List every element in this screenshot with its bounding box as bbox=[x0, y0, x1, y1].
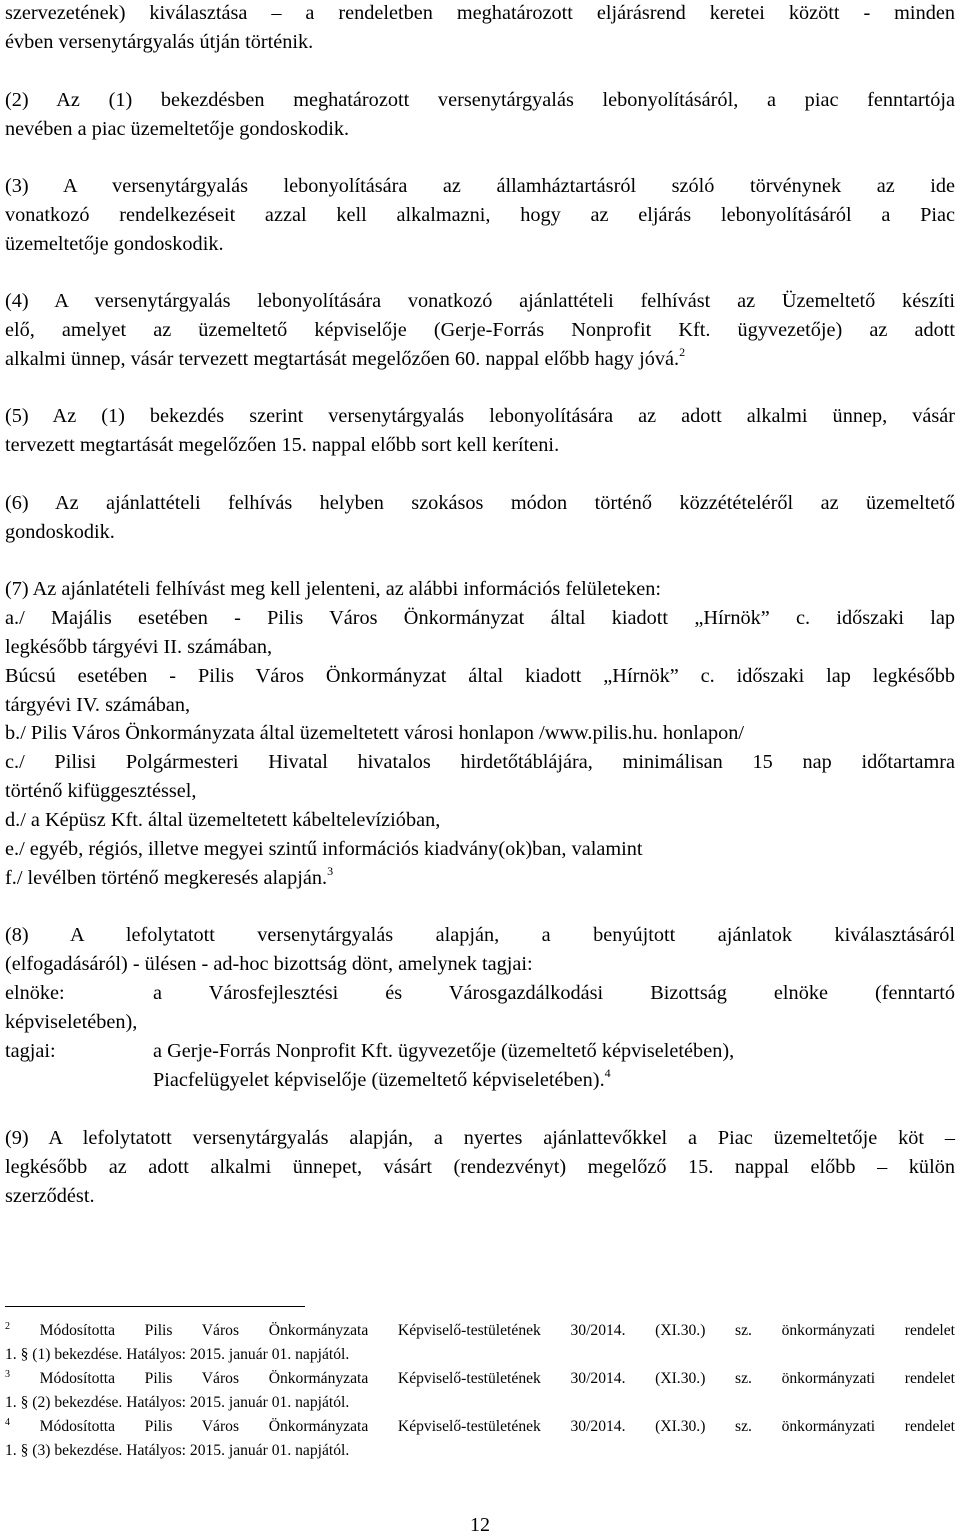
text-line: (9) A lefolytatott versenytárgyalás alapján, a nyertes ajánlattevőkkel a Piac üzemeltetője köt – bbox=[5, 1127, 955, 1149]
footnote-line: 1. § (3) bekezdése. Hatályos: 2015. január 01. napjától. bbox=[5, 1442, 350, 1459]
document-page bbox=[5, 0, 955, 1537]
text-line: b./ Pilis Város Önkormányzata által üzemeltetett városi honlapon /www.pilis.hu. honlapon/ bbox=[5, 722, 744, 744]
text-line: (2) Az (1) bekezdésben meghatározott versenytárgyalás lebonyolításáról, a piac fenntartója bbox=[5, 89, 955, 111]
text-line: szerződést. bbox=[5, 1185, 95, 1207]
text-line: tárgyévi IV. számában, bbox=[5, 694, 191, 716]
chair-label: elnöke: bbox=[5, 982, 65, 1004]
text-line: (8) A lefolytatott versenytárgyalás alapján, a benyújtott ajánlatok kiválasztásáról bbox=[5, 924, 955, 946]
footnote-ref: 3 bbox=[327, 864, 334, 878]
members-label: tagjai: bbox=[5, 1040, 56, 1062]
committee-chair-row bbox=[5, 980, 955, 1006]
text-run: alkalmi ünnep, vásár tervezett megtartását megelőzően 60. nappal előbb hagy jóvá. bbox=[5, 348, 680, 370]
text-line: évben versenytárgyalás útján történik. bbox=[5, 31, 314, 53]
text-line bbox=[5, 865, 955, 891]
text-line: tervezett megtartását megelőzően 15. nappal előbb sort kell keríteni. bbox=[5, 434, 560, 456]
footnote-ref: 4 bbox=[604, 1066, 611, 1080]
text-line: (5) Az (1) bekezdés szerint versenytárgyalás lebonyolítására az adott alkalmi ünnep, vásár bbox=[5, 405, 955, 427]
text-line bbox=[5, 1067, 955, 1093]
footnote-number: 4 bbox=[5, 1417, 10, 1428]
text-line: vonatkozó rendelkezéseit azzal kell alkalmazni, hogy az eljárás lebonyolításáról a Piac bbox=[5, 204, 955, 226]
text-line: (7) Az ajánlatételi felhívást meg kell jelenteni, az alábbi információs felületeken: bbox=[5, 578, 662, 600]
text-line: üzemeltetője gondoskodik. bbox=[5, 233, 224, 255]
text-line bbox=[5, 346, 955, 372]
chair-value: a Városfejlesztési és Városgazdálkodási Bizottság elnöke (fenntartó bbox=[153, 982, 955, 1004]
text-line: (6) Az ajánlattételi felhívás helyben szokásos módon történő közzétételéről az üzemeltető bbox=[5, 492, 955, 514]
footnote-line bbox=[5, 1369, 955, 1389]
text-line: (3) A versenytárgyalás lebonyolítására az államháztartásról szóló törvénynek az ide bbox=[5, 175, 955, 197]
members-value-cont bbox=[153, 1067, 611, 1093]
footnote-text: Módosította Pilis Város Önkormányzata Képviselő-testületének 30/2014. (XI.30.) sz. önkormányzati rendelet bbox=[39, 1370, 955, 1387]
footnote-text: Módosította Pilis Város Önkormányzata Képviselő-testületének 30/2014. (XI.30.) sz. önkormányzati rendelet bbox=[39, 1322, 955, 1339]
text-line: gondoskodik. bbox=[5, 521, 115, 543]
footnote-ref: 2 bbox=[679, 345, 686, 359]
members-value: a Gerje-Forrás Nonprofit Kft. ügyvezetője (üzemeltető képviseletében), bbox=[153, 1040, 735, 1062]
text-line: képviseletében), bbox=[5, 1011, 138, 1033]
footnote-number: 3 bbox=[5, 1369, 10, 1380]
text-line: nevében a piac üzemeltetője gondoskodik. bbox=[5, 118, 350, 140]
text-line: Búcsú esetében - Pilis Város Önkormányzat által kiadott „Hírnök” c. időszaki lap legkésőbb bbox=[5, 665, 955, 687]
text-line: (elfogadásáról) - ülésen - ad-hoc bizottság dönt, amelynek tagjai: bbox=[5, 953, 533, 975]
footnote-divider bbox=[5, 1306, 305, 1307]
text-line: c./ Pilisi Polgármesteri Hivatal hivatalos hirdetőtáblájára, minimálisan 15 nap időtartamra bbox=[5, 751, 955, 773]
text-line: e./ egyéb, régiós, illetve megyei szintű információs kiadvány(ok)ban, valamint bbox=[5, 838, 643, 860]
page-number: 12 bbox=[470, 1514, 490, 1536]
text-line: elő, amelyet az üzemeltető képviselője (Gerje-Forrás Nonprofit Kft. ügyvezetője) az adott bbox=[5, 319, 955, 341]
text-line: legkésőbb tárgyévi II. számában, bbox=[5, 636, 273, 658]
footnote-line: 1. § (2) bekezdése. Hatályos: 2015. január 01. napjától. bbox=[5, 1394, 350, 1411]
text-line: (4) A versenytárgyalás lebonyolítására vonatkozó ajánlattételi felhívást az Üzemeltető készíti bbox=[5, 290, 955, 312]
footnote-text: Módosította Pilis Város Önkormányzata Képviselő-testületének 30/2014. (XI.30.) sz. önkormányzati rendelet bbox=[39, 1418, 955, 1435]
footnote-line: 1. § (1) bekezdése. Hatályos: 2015. január 01. napjától. bbox=[5, 1346, 350, 1363]
text-line: történő kifüggesztéssel, bbox=[5, 780, 197, 802]
footnote-line bbox=[5, 1321, 955, 1341]
text-line: a./ Majális esetében - Pilis Város Önkormányzat által kiadott „Hírnök” c. időszaki lap bbox=[5, 607, 955, 629]
committee-members-row bbox=[5, 1038, 955, 1064]
text-line: szervezetének) kiválasztása – a rendeletben meghatározott eljárásrend keretei között - minden bbox=[5, 2, 955, 24]
text-line: d./ a Képüsz Kft. által üzemeltetett kábeltelevízióban, bbox=[5, 809, 441, 831]
footnote-line bbox=[5, 1417, 955, 1437]
text-run: Piacfelügyelet képviselője (üzemeltető képviseletében). bbox=[153, 1069, 605, 1091]
text-run: f./ levélben történő megkeresés alapján. bbox=[5, 867, 328, 889]
text-line: legkésőbb az adott alkalmi ünnepet, vásárt (rendezvényt) megelőző 15. nappal előbb – külön bbox=[5, 1156, 955, 1178]
footnote-number: 2 bbox=[5, 1321, 10, 1332]
